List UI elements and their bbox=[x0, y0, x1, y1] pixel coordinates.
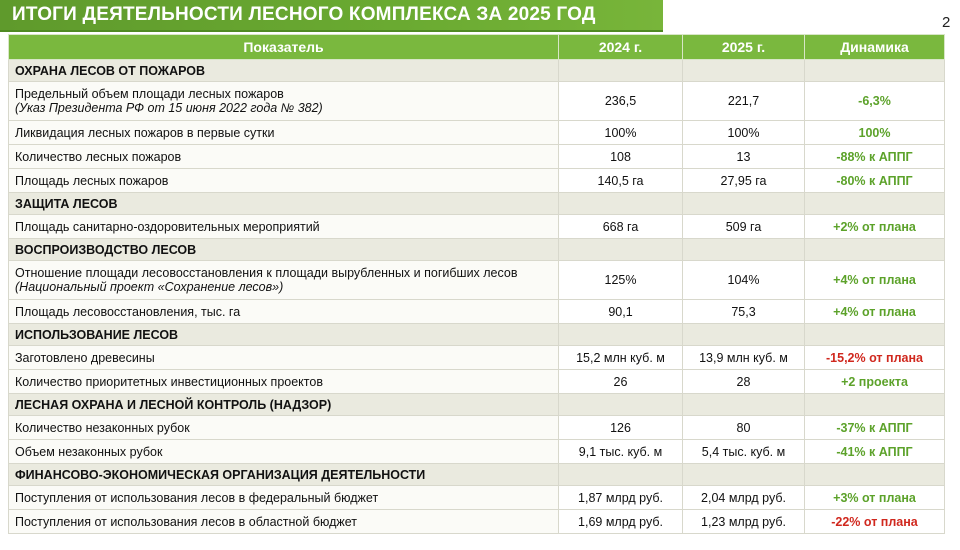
dynamics-value: +4% от плана bbox=[805, 261, 945, 300]
indicator-cell bbox=[9, 215, 559, 239]
section-empty-cell bbox=[559, 60, 683, 82]
indicator-name: Ликвидация лесных пожаров в первые сутки bbox=[15, 125, 275, 140]
dynamics-value: +3% от плана bbox=[805, 486, 945, 510]
value-2025: 13,9 млн куб. м bbox=[683, 346, 805, 370]
section-empty-cell bbox=[805, 324, 945, 346]
indicator-name: Предельный объем площади лесных пожаров bbox=[15, 87, 284, 101]
indicator-name: Количество незаконных рубок bbox=[15, 420, 190, 435]
table-row bbox=[9, 370, 945, 394]
value-2025: 75,3 bbox=[683, 300, 805, 324]
section-empty-cell bbox=[805, 193, 945, 215]
value-2025: 100% bbox=[683, 121, 805, 145]
value-2024: 15,2 млн куб. м bbox=[559, 346, 683, 370]
table-body bbox=[9, 60, 945, 534]
value-2025: 2,04 млрд руб. bbox=[683, 486, 805, 510]
section-empty-cell bbox=[805, 239, 945, 261]
table-row bbox=[9, 82, 945, 121]
indicator-name: Поступления от использования лесов в федеральный бюджет bbox=[15, 490, 379, 505]
value-2025: 509 га bbox=[683, 215, 805, 239]
section-title: ФИНАНСОВО-ЭКОНОМИЧЕСКАЯ ОРГАНИЗАЦИЯ ДЕЯТЕЛЬНОСТИ bbox=[9, 464, 559, 486]
section-title: ОХРАНА ЛЕСОВ ОТ ПОЖАРОВ bbox=[9, 60, 559, 82]
value-2024: 26 bbox=[559, 370, 683, 394]
indicator-cell bbox=[9, 486, 559, 510]
value-2024: 9,1 тыс. куб. м bbox=[559, 440, 683, 464]
section-row bbox=[9, 324, 945, 346]
value-2024: 126 bbox=[559, 416, 683, 440]
indicator-name: Количество лесных пожаров bbox=[15, 149, 182, 164]
section-empty-cell bbox=[683, 324, 805, 346]
table-row bbox=[9, 215, 945, 239]
value-2025: 5,4 тыс. куб. м bbox=[683, 440, 805, 464]
section-empty-cell bbox=[559, 239, 683, 261]
section-empty-cell bbox=[683, 394, 805, 416]
value-2024: 236,5 bbox=[559, 82, 683, 121]
indicator-name: Количество приоритетных инвестиционных проектов bbox=[15, 374, 323, 389]
indicator-cell bbox=[9, 145, 559, 169]
dynamics-value: -80% к АППГ bbox=[805, 169, 945, 193]
table-row bbox=[9, 346, 945, 370]
section-row bbox=[9, 60, 945, 82]
dynamics-value: -6,3% bbox=[805, 82, 945, 121]
section-empty-cell bbox=[683, 60, 805, 82]
section-empty-cell bbox=[805, 464, 945, 486]
value-2025: 221,7 bbox=[683, 82, 805, 121]
indicator-name: Площадь лесовосстановления, тыс. га bbox=[15, 304, 241, 319]
section-row bbox=[9, 193, 945, 215]
value-2024: 668 га bbox=[559, 215, 683, 239]
section-title: ИСПОЛЬЗОВАНИЕ ЛЕСОВ bbox=[9, 324, 559, 346]
value-2025: 80 bbox=[683, 416, 805, 440]
section-empty-cell bbox=[559, 193, 683, 215]
value-2024: 100% bbox=[559, 121, 683, 145]
table-header-row bbox=[9, 35, 945, 60]
indicator-cell bbox=[9, 440, 559, 464]
header-2025: 2025 г. bbox=[683, 35, 805, 60]
section-empty-cell bbox=[559, 394, 683, 416]
header-indicator: Показатель bbox=[9, 35, 559, 60]
value-2024: 1,69 млрд руб. bbox=[559, 510, 683, 534]
value-2025: 104% bbox=[683, 261, 805, 300]
indicator-name: Заготовлено древесины bbox=[15, 350, 155, 365]
header-dynamics: Динамика bbox=[805, 35, 945, 60]
dynamics-value: +2 проекта bbox=[805, 370, 945, 394]
header-2024: 2024 г. bbox=[559, 35, 683, 60]
indicator-cell bbox=[9, 261, 559, 300]
indicator-cell bbox=[9, 370, 559, 394]
value-2025: 13 bbox=[683, 145, 805, 169]
indicator-note: (Указ Президента РФ от 15 июня 2022 года № 382) bbox=[15, 101, 323, 115]
section-empty-cell bbox=[805, 394, 945, 416]
section-empty-cell bbox=[683, 464, 805, 486]
section-title: ЗАЩИТА ЛЕСОВ bbox=[9, 193, 559, 215]
indicator-cell bbox=[9, 121, 559, 145]
table-row bbox=[9, 300, 945, 324]
section-empty-cell bbox=[559, 324, 683, 346]
indicator-name: Отношение площади лесовосстановления к площади вырубленных и погибших лесов bbox=[15, 266, 518, 280]
dynamics-value: -15,2% от плана bbox=[805, 346, 945, 370]
indicator-name: Площадь санитарно-оздоровительных мероприятий bbox=[15, 219, 320, 234]
section-title: ВОСПРОИЗВОДСТВО ЛЕСОВ bbox=[9, 239, 559, 261]
table-row bbox=[9, 121, 945, 145]
results-table-container bbox=[8, 34, 944, 546]
dynamics-value: +2% от плана bbox=[805, 215, 945, 239]
table-row bbox=[9, 145, 945, 169]
table-row bbox=[9, 416, 945, 440]
dynamics-value: 100% bbox=[805, 121, 945, 145]
dynamics-value: -37% к АППГ bbox=[805, 416, 945, 440]
dynamics-value: +4% от плана bbox=[805, 300, 945, 324]
indicator-cell bbox=[9, 169, 559, 193]
value-2025: 1,23 млрд руб. bbox=[683, 510, 805, 534]
section-empty-cell bbox=[683, 239, 805, 261]
indicator-cell bbox=[9, 82, 559, 121]
results-table bbox=[8, 34, 945, 534]
value-2024: 1,87 млрд руб. bbox=[559, 486, 683, 510]
table-row bbox=[9, 486, 945, 510]
table-row bbox=[9, 510, 945, 534]
section-title: ЛЕСНАЯ ОХРАНА И ЛЕСНОЙ КОНТРОЛЬ (НАДЗОР) bbox=[9, 394, 559, 416]
value-2024: 90,1 bbox=[559, 300, 683, 324]
table-row bbox=[9, 440, 945, 464]
page-title: ИТОГИ ДЕЯТЕЛЬНОСТИ ЛЕСНОГО КОМПЛЕКСА ЗА 2025 ГОД bbox=[12, 4, 596, 25]
title-banner bbox=[0, 0, 663, 30]
indicator-note: (Национальный проект «Сохранение лесов») bbox=[15, 280, 284, 294]
indicator-cell bbox=[9, 416, 559, 440]
value-2024: 125% bbox=[559, 261, 683, 300]
dynamics-value: -88% к АППГ bbox=[805, 145, 945, 169]
dynamics-value: -41% к АППГ bbox=[805, 440, 945, 464]
table-row bbox=[9, 261, 945, 300]
indicator-cell bbox=[9, 346, 559, 370]
value-2025: 28 bbox=[683, 370, 805, 394]
section-empty-cell bbox=[559, 464, 683, 486]
table-row bbox=[9, 169, 945, 193]
section-row bbox=[9, 464, 945, 486]
indicator-cell bbox=[9, 300, 559, 324]
section-row bbox=[9, 394, 945, 416]
section-empty-cell bbox=[683, 193, 805, 215]
section-row bbox=[9, 239, 945, 261]
indicator-name: Поступления от использования лесов в областной бюджет bbox=[15, 514, 357, 529]
section-empty-cell bbox=[805, 60, 945, 82]
page-number: 2 bbox=[942, 14, 951, 31]
value-2024: 140,5 га bbox=[559, 169, 683, 193]
indicator-cell bbox=[9, 510, 559, 534]
indicator-name: Объем незаконных рубок bbox=[15, 444, 163, 459]
value-2025: 27,95 га bbox=[683, 169, 805, 193]
value-2024: 108 bbox=[559, 145, 683, 169]
indicator-name: Площадь лесных пожаров bbox=[15, 173, 169, 188]
dynamics-value: -22% от плана bbox=[805, 510, 945, 534]
